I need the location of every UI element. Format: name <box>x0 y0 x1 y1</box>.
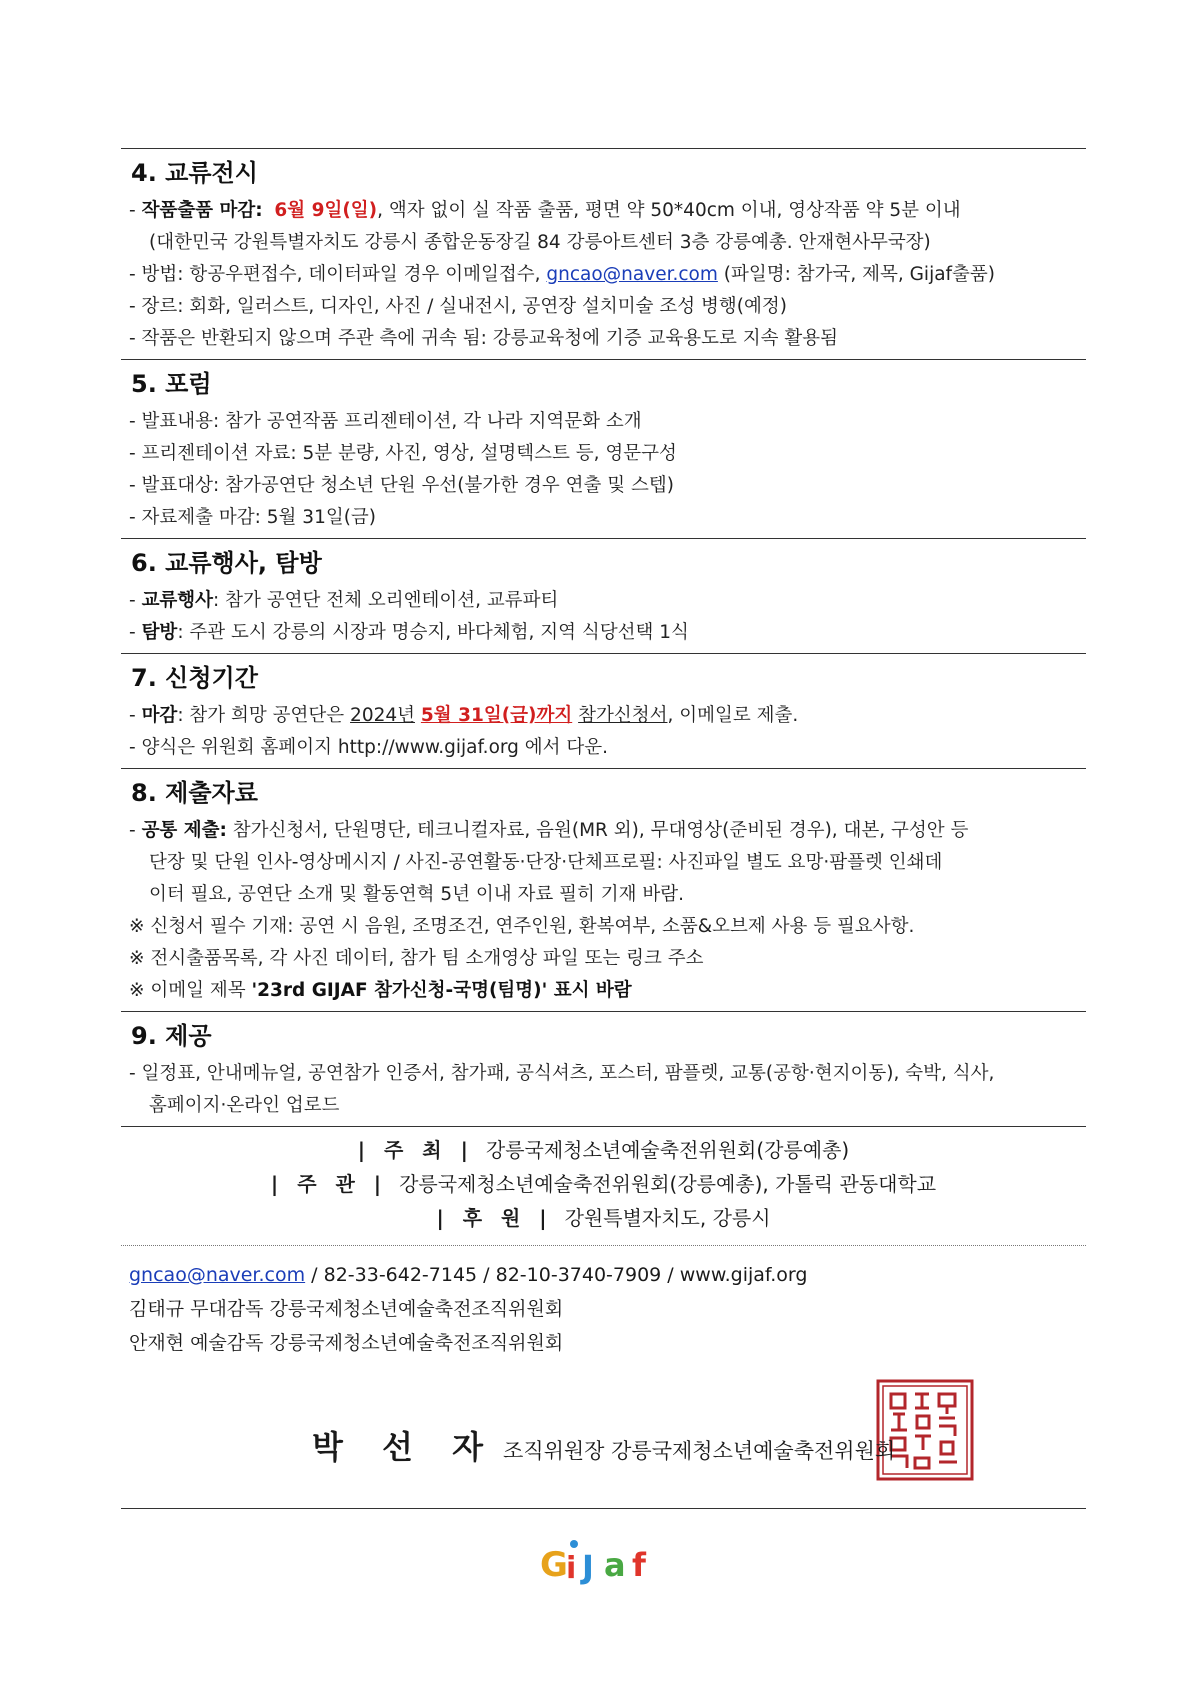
forum-line: - 발표대상: 참가공연단 청소년 단원 우선(불가한 경우 연출 및 스텝) <box>129 475 674 496</box>
section-title: 4. 교류전시 <box>131 159 258 187</box>
svg-text:i: i <box>566 1551 577 1586</box>
section-application-period <box>121 654 1086 768</box>
stage-director-line: 김태규 무대감독 강릉국제청소년예술축전조직위원회 <box>129 1298 564 1320</box>
art-director-line: 안재현 예술감독 강릉국제청소년예술축전조직위원회 <box>129 1332 564 1354</box>
note-line: ※ 이메일 제목 '23rd GIJAF 참가신청-국명(팀명)' 표시 바람 <box>129 980 632 1001</box>
tour-line: - 탐방: 주관 도시 강릉의 시장과 명승지, 바다체험, 지역 식당선택 1식 <box>129 622 689 643</box>
section-exhibition <box>121 149 1086 359</box>
submission-deadline-line: - 작품출품 마감: 6월 9일(일), 액자 없이 실 작품 출품, 평면 약 50*40cm 이내, 영상작품 약 5분 이내 <box>129 200 961 221</box>
section-title: 8. 제출자료 <box>131 779 258 807</box>
document-body <box>121 148 1086 1360</box>
note-line: ※ 신청서 필수 기재: 공연 시 음원, 조명조건, 연주인원, 환복여부, 소품&오브제 사용 등 필요사항. <box>129 916 915 937</box>
section-forum <box>121 360 1086 538</box>
section-title: 6. 교류행사, 탐방 <box>131 549 322 577</box>
section-title: 5. 포럼 <box>131 370 212 398</box>
address-line: (대한민국 강원특별자치도 강릉시 종합운동장길 84 강릉아트센터 3층 강릉예총. 안재현사무국장) <box>149 232 931 253</box>
svg-text:J: J <box>582 1548 594 1586</box>
divider <box>121 1508 1086 1509</box>
docs-cont-line: 단장 및 단원 인사-영상메시지 / 사진-공연활동·단장·단체프로필: 사진파일 별도 요망·팜플렛 인쇄데 <box>149 852 943 873</box>
section-documents <box>121 769 1086 1011</box>
forum-line: - 발표내용: 참가 공연작품 프리젠테이션, 각 나라 지역문화 소개 <box>129 411 642 432</box>
chairperson-title: 조직위원장 강릉국제청소년예술축전위원회 <box>503 1439 896 1463</box>
email-link[interactable]: gncao@naver.com <box>546 264 718 285</box>
section-title: 7. 신청기간 <box>131 664 258 692</box>
common-docs-line: - 공통 제출: 참가신청서, 단원명단, 테크니컬자료, 음원(MR 외), 무대영상(준비된 경우), 대본, 구성안 등 <box>129 820 969 841</box>
organizers-block <box>121 1127 1086 1241</box>
sponsor-line: | 후 원 | 강원특별자치도, 강릉시 <box>436 1206 771 1230</box>
forum-line: - 프리젠테이션 자료: 5분 분량, 사진, 영상, 설명텍스트 등, 영문구성 <box>129 443 677 464</box>
provision-line: - 일정표, 안내메뉴얼, 공연참가 인증서, 참가패, 공식셔츠, 포스터, 팜플렛, 교통(공항·현지이동), 숙박, 식사, <box>129 1063 995 1084</box>
events-line: - 교류행사: 참가 공연단 전체 오리엔테이션, 교류파티 <box>129 590 559 611</box>
deadline-date: 6월 9일(일) <box>274 200 378 221</box>
svg-text:f: f <box>632 1546 646 1584</box>
organizer-line: | 주 관 | 강릉국제청소년예술축전위원회(강릉예총), 가톨릭 관동대학교 <box>270 1172 937 1196</box>
chairperson-name: 박 선 자 <box>312 1428 498 1466</box>
section-provision <box>121 1012 1086 1126</box>
contact-email-link[interactable]: gncao@naver.com <box>129 1264 306 1286</box>
svg-text:G: G <box>540 1545 568 1585</box>
host-line: | 주 최 | 강릉국제청소년예술축전위원회(강릉예총) <box>357 1138 850 1162</box>
docs-cont-line: 이터 필요, 공연단 소개 및 활동연혁 5년 이내 자료 필히 기재 바람. <box>149 884 684 905</box>
contact-block <box>121 1246 1086 1360</box>
deadline-line: - 마감: 참가 희망 공연단은 2024년 5월 31일(금)까지 참가신청서, 이메일로 제출. <box>129 705 799 726</box>
signature-line <box>312 1422 895 1468</box>
forum-line: - 자료제출 마감: 5월 31일(금) <box>129 507 377 528</box>
svg-text:a: a <box>604 1546 626 1584</box>
note-line: ※ 전시출품목록, 각 사진 데이터, 참가 팀 소개영상 파일 또는 링크 주소 <box>129 948 704 969</box>
return-policy-line: - 작품은 반환되지 않으며 주관 측에 귀속 됨: 강릉교육청에 기증 교육용도로 지속 활용됨 <box>129 328 838 349</box>
contact-line: gncao@naver.com / 82-33-642-7145 / 82-10-3740-7909 / www.gijaf.org <box>129 1264 808 1286</box>
provision-line: 홈페이지·온라인 업로드 <box>149 1095 340 1116</box>
method-line: - 방법: 항공우편접수, 데이터파일 경우 이메일접수, gncao@naver.com (파일명: 참가국, 제목, Gijaf출품) <box>129 264 996 285</box>
deadline-date: 5월 31일(금)까지 <box>420 705 573 726</box>
section-title: 9. 제공 <box>131 1022 212 1050</box>
download-line: - 양식은 위원회 홈페이지 http://www.gijaf.org 에서 다운. <box>129 737 609 758</box>
genre-line: - 장르: 회화, 일러스트, 디자인, 사진 / 실내전시, 공연장 설치미술 조성 병행(예정) <box>129 296 787 317</box>
gijaf-logo-icon <box>538 1538 666 1588</box>
section-events <box>121 539 1086 653</box>
